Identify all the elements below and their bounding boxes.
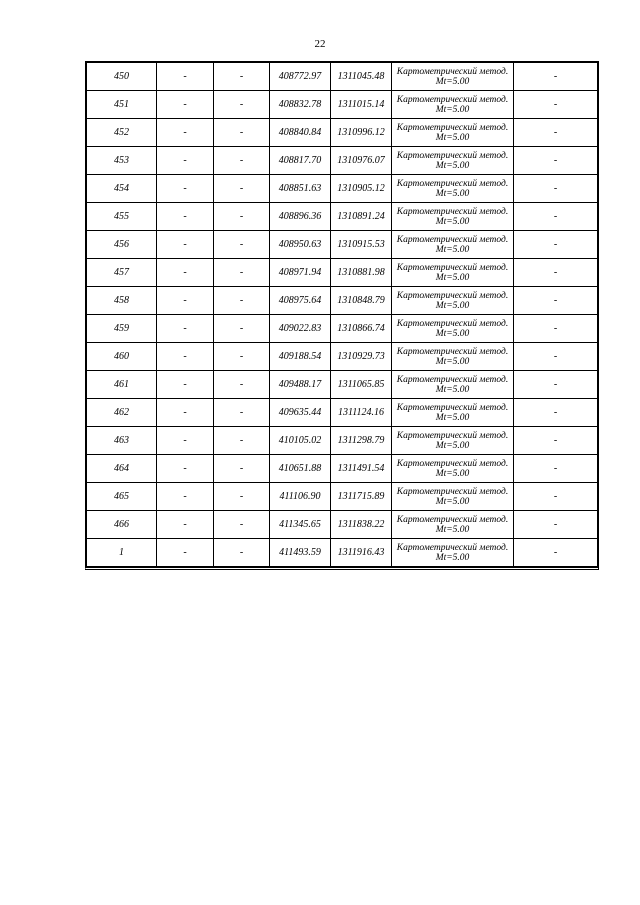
cell-dash-3: -: [514, 203, 598, 231]
cell-dash-3: -: [514, 147, 598, 175]
cell-dash-1: -: [157, 483, 214, 511]
cell-dash-2: -: [214, 399, 270, 427]
table-row: [87, 63, 598, 91]
cell-dash-3: -: [514, 91, 598, 119]
method-cell: Картометрический метод. Mt=5.00: [392, 455, 514, 483]
y-coordinate-cell: 1311124.16: [331, 399, 392, 427]
point-number-cell: 460: [87, 343, 157, 371]
table-row: [87, 371, 598, 399]
cell-dash-3: -: [514, 287, 598, 315]
cell-dash-1: -: [157, 315, 214, 343]
point-number-cell: 1: [87, 539, 157, 567]
cell-dash-3: -: [514, 539, 598, 567]
point-number-cell: 453: [87, 147, 157, 175]
point-number-cell: 456: [87, 231, 157, 259]
point-number-cell: 458: [87, 287, 157, 315]
cell-dash-1: -: [157, 455, 214, 483]
cell-dash-2: -: [214, 455, 270, 483]
x-coordinate-cell: 410651.88: [270, 455, 331, 483]
table-row: [87, 259, 598, 287]
table-row: [87, 539, 598, 567]
cell-dash-2: -: [214, 511, 270, 539]
page-number: 22: [314, 38, 326, 50]
x-coordinate-cell: 411345.65: [270, 511, 331, 539]
cell-dash-2: -: [214, 91, 270, 119]
cell-dash-2: -: [214, 343, 270, 371]
point-number-cell: 465: [87, 483, 157, 511]
cell-dash-1: -: [157, 399, 214, 427]
point-number-cell: 450: [87, 63, 157, 91]
y-coordinate-cell: 1311298.79: [331, 427, 392, 455]
cell-dash-3: -: [514, 511, 598, 539]
method-cell: Картометрический метод. Mt=5.00: [392, 259, 514, 287]
cell-dash-2: -: [214, 203, 270, 231]
method-cell: Картометрический метод. Mt=5.00: [392, 287, 514, 315]
method-cell: Картометрический метод. Mt=5.00: [392, 231, 514, 259]
y-coordinate-cell: 1310891.24: [331, 203, 392, 231]
cell-dash-1: -: [157, 511, 214, 539]
cell-dash-3: -: [514, 175, 598, 203]
x-coordinate-cell: 411493.59: [270, 539, 331, 567]
cell-dash-1: -: [157, 427, 214, 455]
method-cell: Картометрический метод. Mt=5.00: [392, 371, 514, 399]
point-number-cell: 462: [87, 399, 157, 427]
table-row: [87, 231, 598, 259]
cell-dash-1: -: [157, 203, 214, 231]
cell-dash-1: -: [157, 119, 214, 147]
cell-dash-1: -: [157, 91, 214, 119]
y-coordinate-cell: 1310866.74: [331, 315, 392, 343]
cell-dash-3: -: [514, 427, 598, 455]
cell-dash-3: -: [514, 119, 598, 147]
point-number-cell: 466: [87, 511, 157, 539]
method-cell: Картометрический метод. Mt=5.00: [392, 147, 514, 175]
cell-dash-3: -: [514, 455, 598, 483]
table-row: [87, 455, 598, 483]
cell-dash-2: -: [214, 539, 270, 567]
cell-dash-2: -: [214, 315, 270, 343]
x-coordinate-cell: 408817.70: [270, 147, 331, 175]
point-number-cell: 455: [87, 203, 157, 231]
table-row: [87, 399, 598, 427]
cell-dash-3: -: [514, 371, 598, 399]
cell-dash-1: -: [157, 343, 214, 371]
method-cell: Картометрический метод. Mt=5.00: [392, 399, 514, 427]
table-row: [87, 343, 598, 371]
x-coordinate-cell: 409188.54: [270, 343, 331, 371]
x-coordinate-cell: 408840.84: [270, 119, 331, 147]
cell-dash-2: -: [214, 175, 270, 203]
method-cell: Картометрический метод. Mt=5.00: [392, 539, 514, 567]
cell-dash-1: -: [157, 259, 214, 287]
cell-dash-1: -: [157, 287, 214, 315]
table-row: [87, 203, 598, 231]
y-coordinate-cell: 1311491.54: [331, 455, 392, 483]
cell-dash-3: -: [514, 343, 598, 371]
y-coordinate-cell: 1310976.07: [331, 147, 392, 175]
point-number-cell: 464: [87, 455, 157, 483]
cell-dash-2: -: [214, 371, 270, 399]
x-coordinate-cell: 411106.90: [270, 483, 331, 511]
y-coordinate-cell: 1311045.48: [331, 63, 392, 91]
cell-dash-2: -: [214, 287, 270, 315]
table-row: [87, 147, 598, 175]
table-row: [87, 175, 598, 203]
table-row: [87, 483, 598, 511]
x-coordinate-cell: 408896.36: [270, 203, 331, 231]
point-number-cell: 463: [87, 427, 157, 455]
y-coordinate-cell: 1310881.98: [331, 259, 392, 287]
point-number-cell: 454: [87, 175, 157, 203]
y-coordinate-cell: 1310848.79: [331, 287, 392, 315]
cell-dash-2: -: [214, 147, 270, 175]
method-cell: Картометрический метод. Mt=5.00: [392, 511, 514, 539]
cell-dash-3: -: [514, 63, 598, 91]
cell-dash-2: -: [214, 427, 270, 455]
point-number-cell: 461: [87, 371, 157, 399]
point-number-cell: 459: [87, 315, 157, 343]
cell-dash-1: -: [157, 175, 214, 203]
y-coordinate-cell: 1311065.85: [331, 371, 392, 399]
cell-dash-2: -: [214, 119, 270, 147]
method-cell: Картометрический метод. Mt=5.00: [392, 315, 514, 343]
method-cell: Картометрический метод. Mt=5.00: [392, 175, 514, 203]
point-number-cell: 452: [87, 119, 157, 147]
x-coordinate-cell: 409488.17: [270, 371, 331, 399]
x-coordinate-cell: 408971.94: [270, 259, 331, 287]
x-coordinate-cell: 408975.64: [270, 287, 331, 315]
cell-dash-2: -: [214, 483, 270, 511]
table-row: [87, 427, 598, 455]
x-coordinate-cell: 408832.78: [270, 91, 331, 119]
coordinates-table: [85, 61, 599, 570]
cell-dash-3: -: [514, 399, 598, 427]
cell-dash-1: -: [157, 539, 214, 567]
x-coordinate-cell: 409635.44: [270, 399, 331, 427]
y-coordinate-cell: 1310929.73: [331, 343, 392, 371]
y-coordinate-cell: 1311916.43: [331, 539, 392, 567]
table-row: [87, 511, 598, 539]
method-cell: Картометрический метод. Mt=5.00: [392, 483, 514, 511]
method-cell: Картометрический метод. Mt=5.00: [392, 63, 514, 91]
x-coordinate-cell: 408950.63: [270, 231, 331, 259]
cell-dash-3: -: [514, 315, 598, 343]
y-coordinate-cell: 1310915.53: [331, 231, 392, 259]
table-row: [87, 91, 598, 119]
method-cell: Картометрический метод. Mt=5.00: [392, 343, 514, 371]
cell-dash-2: -: [214, 63, 270, 91]
cell-dash-3: -: [514, 231, 598, 259]
x-coordinate-cell: 409022.83: [270, 315, 331, 343]
table-body: [87, 63, 598, 567]
cell-dash-2: -: [214, 231, 270, 259]
cell-dash-2: -: [214, 259, 270, 287]
y-coordinate-cell: 1310996.12: [331, 119, 392, 147]
cell-dash-3: -: [514, 259, 598, 287]
cell-dash-1: -: [157, 371, 214, 399]
cell-dash-1: -: [157, 231, 214, 259]
y-coordinate-cell: 1311715.89: [331, 483, 392, 511]
y-coordinate-cell: 1311015.14: [331, 91, 392, 119]
cell-dash-1: -: [157, 147, 214, 175]
table-row: [87, 315, 598, 343]
y-coordinate-cell: 1310905.12: [331, 175, 392, 203]
y-coordinate-cell: 1311838.22: [331, 511, 392, 539]
x-coordinate-cell: 408772.97: [270, 63, 331, 91]
x-coordinate-cell: 408851.63: [270, 175, 331, 203]
method-cell: Картометрический метод. Mt=5.00: [392, 119, 514, 147]
table-row: [87, 119, 598, 147]
method-cell: Картометрический метод. Mt=5.00: [392, 91, 514, 119]
method-cell: Картометрический метод. Mt=5.00: [392, 427, 514, 455]
cell-dash-3: -: [514, 483, 598, 511]
point-number-cell: 457: [87, 259, 157, 287]
cell-dash-1: -: [157, 63, 214, 91]
x-coordinate-cell: 410105.02: [270, 427, 331, 455]
table-row: [87, 287, 598, 315]
point-number-cell: 451: [87, 91, 157, 119]
method-cell: Картометрический метод. Mt=5.00: [392, 203, 514, 231]
